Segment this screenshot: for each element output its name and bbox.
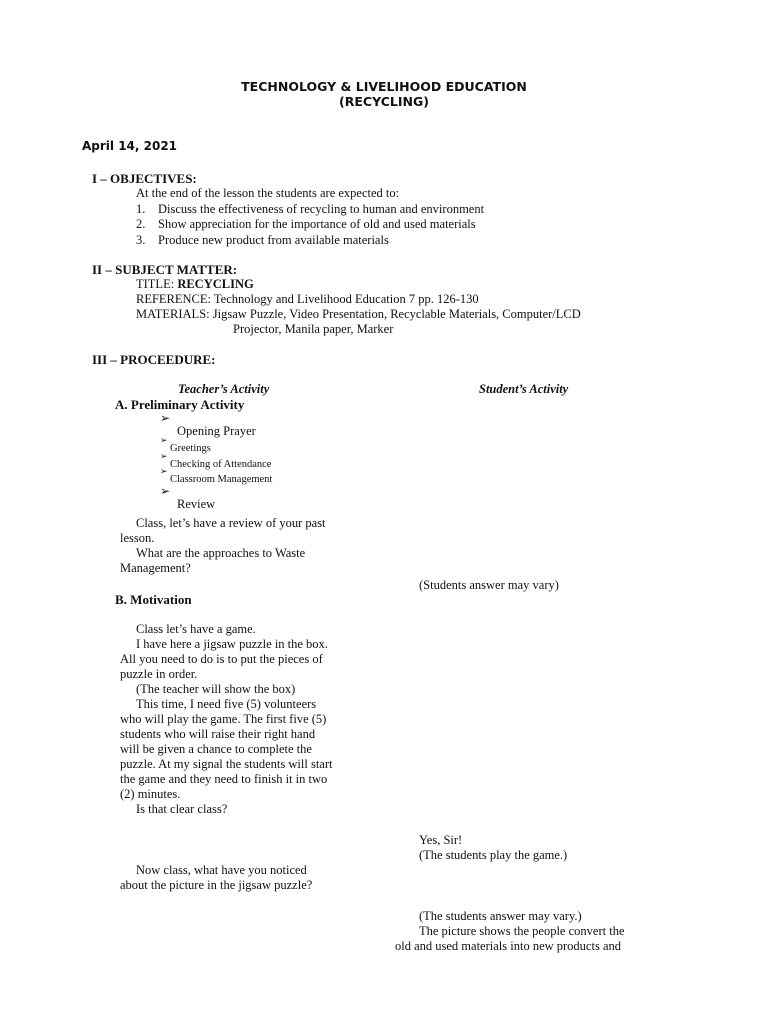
- subject-materials-line-1: MATERIALS: Jigsaw Puzzle, Video Presentation, Recyclable Materials, Computer/LCD: [136, 307, 581, 321]
- arrow-bullet-icon: ➢: [160, 484, 171, 498]
- student-answer-play-game: (The students play the game.): [419, 848, 568, 862]
- student-answer-picture-line-1: The picture shows the people convert the: [419, 924, 625, 938]
- arrow-bullet-icon: ➢: [160, 466, 168, 476]
- objective-text: Produce new product from available materials: [158, 233, 389, 247]
- motivation-line: puzzle in order.: [120, 667, 198, 681]
- objective-item-3: [136, 233, 389, 248]
- student-activity-header: Student’s Activity: [479, 382, 569, 396]
- subject-title-line: [136, 277, 254, 292]
- preliminary-item-review: Review: [177, 497, 216, 511]
- preliminary-item-attendance: Checking of Attendance: [170, 459, 272, 470]
- student-answer-picture-line-2: old and used materials into new products and: [395, 939, 621, 953]
- arrow-bullet-icon: ➢: [160, 411, 171, 425]
- review-line: Management?: [120, 561, 191, 575]
- procedure-heading: III – PROCEEDURE:: [92, 352, 216, 367]
- preliminary-item-classroom-management: Classroom Management: [170, 474, 273, 485]
- objective-number: 3.: [136, 233, 146, 247]
- motivation-line: All you need to do is to put the pieces of: [120, 652, 323, 666]
- preliminary-item-greetings: Greetings: [170, 443, 211, 454]
- motivation-line: the game and they need to finish it in two: [120, 772, 328, 786]
- document-subtitle: (RECYCLING): [339, 94, 429, 109]
- objective-item-1: [136, 202, 484, 217]
- review-line: Class, let’s have a review of your past: [136, 516, 326, 530]
- motivation-line: puzzle. At my signal the students will start: [120, 757, 333, 771]
- objective-text: Discuss the effectiveness of recycling to human and environment: [158, 202, 485, 216]
- subject-materials-line-2: Projector, Manila paper, Marker: [233, 322, 394, 336]
- motivation-line: This time, I need five (5) volunteers: [136, 697, 317, 711]
- objective-number: 1.: [136, 202, 146, 216]
- review-line: lesson.: [120, 531, 155, 545]
- teacher-activity-header: Teacher’s Activity: [178, 382, 270, 396]
- motivation-line: Is that clear class?: [136, 802, 228, 816]
- preliminary-item-opening-prayer: Opening Prayer: [177, 424, 256, 438]
- teacher-question-line: Now class, what have you noticed: [136, 863, 307, 877]
- motivation-line: Class let’s have a game.: [136, 622, 256, 636]
- subject-matter-heading: II – SUBJECT MATTER:: [92, 262, 238, 277]
- review-line: What are the approaches to Waste: [136, 546, 306, 560]
- objective-number: 2.: [136, 217, 146, 231]
- objective-text: Show appreciation for the importance of old and used materials: [158, 217, 476, 231]
- objectives-heading: I – OBJECTIVES:: [92, 171, 197, 186]
- lesson-date: April 14, 2021: [82, 139, 178, 153]
- motivation-line: will be given a chance to complete the: [120, 742, 312, 756]
- motivation-line: students who will raise their right hand: [120, 727, 316, 741]
- motivation-paragraph: [120, 622, 360, 817]
- student-answer-yes-sir: Yes, Sir!: [419, 833, 463, 847]
- document-title: TECHNOLOGY & LIVELIHOOD EDUCATION: [241, 79, 527, 94]
- objective-item-2: [136, 217, 476, 232]
- review-paragraph: [120, 516, 360, 576]
- subject-reference: REFERENCE: Technology and Livelihood Education 7 pp. 126-130: [136, 292, 479, 306]
- arrow-bullet-icon: ➢: [160, 451, 168, 461]
- subject-title-value: RECYCLING: [177, 277, 254, 291]
- motivation-heading: B. Motivation: [115, 592, 192, 607]
- motivation-line: I have here a jigsaw puzzle in the box.: [136, 637, 328, 651]
- motivation-line: (2) minutes.: [120, 787, 181, 801]
- motivation-line: (The teacher will show the box): [136, 682, 296, 696]
- teacher-question-line: about the picture in the jigsaw puzzle?: [120, 878, 313, 892]
- arrow-bullet-icon: ➢: [160, 435, 168, 445]
- preliminary-activity-heading: A. Preliminary Activity: [115, 397, 245, 412]
- student-answer-review: (Students answer may vary): [419, 578, 559, 592]
- teacher-question-paragraph: [120, 863, 360, 893]
- subject-title-label: TITLE:: [136, 277, 175, 291]
- student-answer-may-vary: (The students answer may vary.): [419, 909, 582, 923]
- motivation-line: who will play the game. The first five (5): [120, 712, 327, 726]
- objectives-intro: At the end of the lesson the students are expected to:: [136, 186, 400, 200]
